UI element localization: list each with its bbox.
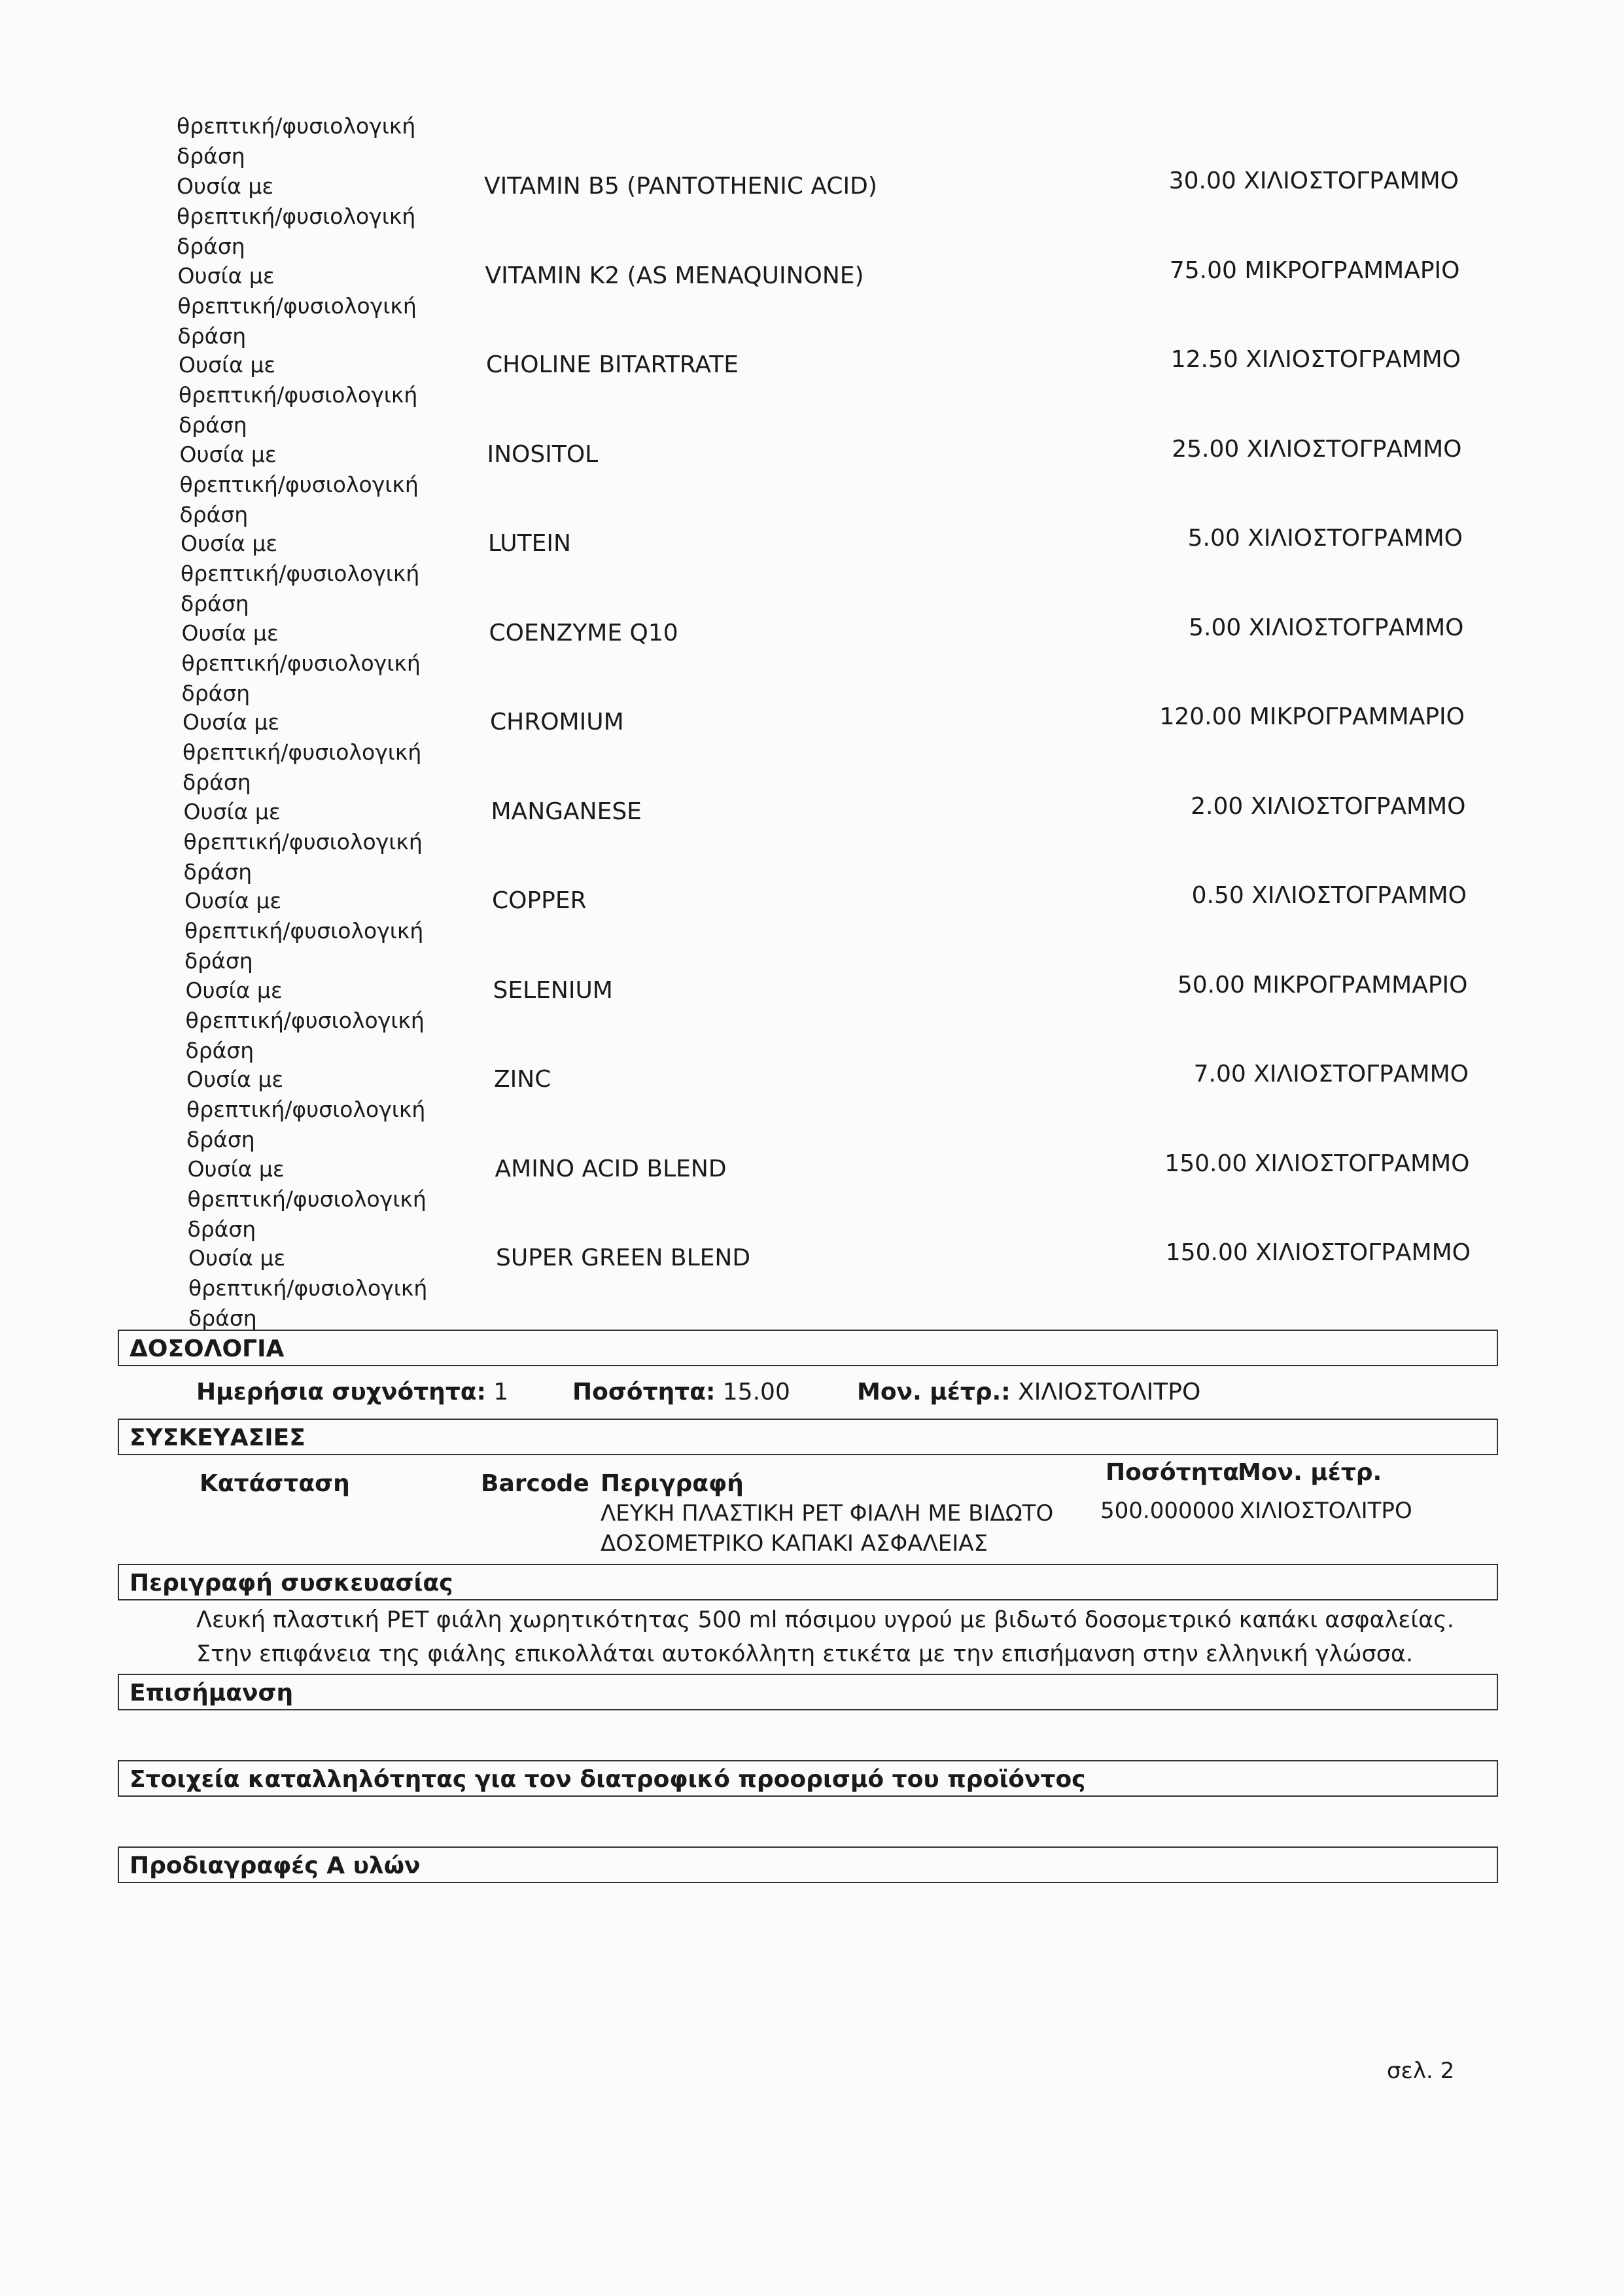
ingredient-category: Ουσία με θρεπτική/φυσιολογική δράση — [188, 1245, 428, 1331]
ingredient-quantity: 75.00 ΜΙΚΡΟΓΡΑΜΜΑΡΙΟ — [1169, 256, 1460, 284]
ingredient-name: CHROMIUM — [490, 709, 624, 735]
packaging-title: ΣΥΣΚΕΥΑΣΙΕΣ — [130, 1424, 305, 1451]
ingredient-name: CHOLINE BITARTRATE — [486, 351, 739, 378]
daily-frequency-value: 1 — [493, 1379, 509, 1405]
ingredient-quantity: 2.00 ΧΙΛΙΟΣΤΟΓΡΑΜΜΟ — [1191, 792, 1466, 820]
packaging-quantity-header: Ποσότητα — [1106, 1459, 1239, 1486]
ingredient-category: Ουσία με θρεπτική/φυσιολογική δράση — [183, 798, 423, 885]
ingredient-category: Ουσία με θρεπτική/φυσιολογική δράση — [186, 1067, 426, 1152]
dosage-quantity-value: 15.00 — [722, 1379, 790, 1405]
labeling-section-header — [118, 1674, 1498, 1710]
dosage-quantity — [572, 1377, 790, 1407]
ingredient-row — [185, 971, 1468, 1065]
dosage-title: ΔΟΣΟΛΟΓΙΑ — [130, 1335, 285, 1362]
dosage-quantity-label: Ποσότητα: — [572, 1379, 716, 1405]
ingredient-quantity: 150.00 ΧΙΛΙΟΣΤΟΓΡΑΜΜΟ — [1165, 1239, 1471, 1266]
daily-frequency — [196, 1377, 508, 1407]
packaging-barcode-header: Barcode — [481, 1470, 589, 1497]
ingredient-quantity: 0.50 ΧΙΛΙΟΣΤΟΓΡΑΜΜΟ — [1191, 882, 1467, 909]
page-number: σελ. 2 — [1387, 2058, 1455, 2084]
ingredient-row — [177, 256, 1460, 351]
ingredient-name: VITAMIN B5 (PANTOTHENIC ACID) — [484, 173, 877, 200]
ingredient-quantity: 12.50 ΧΙΛΙΟΣΤΟΓΡΑΜΜΟ — [1170, 346, 1461, 373]
ingredient-quantity: 120.00 ΜΙΚΡΟΓΡΑΜΜΑΡΙΟ — [1159, 703, 1465, 730]
daily-frequency-label: Ημερήσια συχνότητα: — [196, 1379, 486, 1405]
ingredient-category: Ουσία με θρεπτική/φυσιολογική δράση — [181, 620, 421, 706]
ingredient-row — [179, 435, 1462, 529]
ingredient-name: COENZYME Q10 — [489, 619, 678, 646]
ingredient-category: Ουσία με θρεπτική/φυσιολογική δράση — [177, 262, 417, 349]
ingredient-category: Ουσία με θρεπτική/φυσιολογική δράση — [185, 977, 425, 1063]
ingredient-row — [184, 882, 1467, 976]
ingredient-row — [181, 614, 1464, 708]
dosage-unit-label: Μον. μέτρ.: — [857, 1379, 1011, 1405]
packaging-description-header: Περιγραφή — [601, 1470, 744, 1497]
suitability-title: Στοιχεία καταλληλότητας για τον διατροφικό προορισμό του προϊόντος — [130, 1766, 1086, 1793]
packaging-row-description: ΛΕΥΚΗ ΠΛΑΣΤΙΚΗ PET ΦΙΑΛΗ ΜΕ ΒΙΔΩΤΟ ΔΟΣΟΜΕΤΡΙΚΟ ΚΑΠΑΚΙ ΑΣΦΑΛΕΙΑΣ — [601, 1500, 1054, 1557]
ingredient-category: Ουσία με θρεπτική/φυσιολογική δράση — [187, 1156, 427, 1242]
packaging-row-unit: ΧΙΛΙΟΣΤΟΛΙΤΡΟ — [1240, 1498, 1412, 1524]
packaging-unit-header: Μον. μέτρ. — [1238, 1459, 1382, 1486]
ingredient-row — [183, 792, 1466, 887]
ingredient-row — [181, 525, 1463, 618]
ingredient-category: Ουσία με θρεπτική/φυσιολογική δράση — [179, 441, 419, 527]
ingredient-quantity: 5.00 ΧΙΛΙΟΣΤΟΓΡΑΜΜΟ — [1187, 525, 1463, 552]
packaging-description-text: Λευκή πλαστική PET φιάλη χωρητικότητας 500 ml πόσιμου υγρού με βιδωτό δοσομετρικό καπάκι ασφαλείας. Στην επιφάνεια της φιάλης επικολλάται αυτοκόλλητη ετικέτα με την επισήμανση στην ελληνική γλώσσα. — [196, 1607, 1454, 1667]
specifications-title: Προδιαγραφές Α υλών — [130, 1852, 421, 1879]
ingredient-category: Ουσία με θρεπτική/φυσιολογική δράση — [184, 888, 424, 974]
ingredient-quantity: 5.00 ΧΙΛΙΟΣΤΟΓΡΑΜΜΟ — [1189, 614, 1464, 641]
ingredient-row — [188, 1239, 1471, 1333]
dosage-unit — [857, 1377, 1200, 1407]
ingredient-quantity: 30.00 ΧΙΛΙΟΣΤΟΓΡΑΜΜΟ — [1168, 168, 1459, 194]
ingredient-quantity: 25.00 ΧΙΛΙΟΣΤΟΓΡΑΜΜΟ — [1172, 435, 1462, 463]
ingredient-row — [187, 1150, 1470, 1244]
ingredient-row — [186, 1061, 1469, 1154]
suitability-section-header — [118, 1760, 1498, 1797]
packaging-description-title: Περιγραφή συσκευασίας — [130, 1570, 453, 1597]
specifications-section-header — [118, 1846, 1498, 1883]
ingredient-name: MANGANESE — [491, 798, 642, 825]
ingredient-row — [183, 703, 1465, 797]
ingredient-name: INOSITOL — [487, 440, 599, 468]
category-text: θρεπτική/φυσιολογική δράση — [177, 113, 416, 169]
ingredient-name: LUTEIN — [488, 530, 571, 557]
ingredient-quantity: 150.00 ΧΙΛΙΟΣΤΟΓΡΑΜΜΟ — [1164, 1150, 1470, 1177]
ingredient-name: VITAMIN K2 (AS MENAQUINONE) — [485, 262, 864, 289]
ingredient-category: Ουσία με θρεπτική/φυσιολογική δράση — [183, 709, 422, 795]
ingredient-category: Ουσία με θρεπτική/φυσιολογική δράση — [177, 173, 416, 259]
ingredient-quantity: 7.00 ΧΙΛΙΟΣΤΟΓΡΑΜΜΟ — [1193, 1061, 1469, 1087]
packaging-section-header — [118, 1419, 1498, 1455]
labeling-title: Επισήμανση — [130, 1680, 294, 1706]
dosage-section-header — [118, 1330, 1498, 1366]
ingredient-row — [177, 168, 1459, 261]
ingredient-category: Ουσία με θρεπτική/φυσιολογική δράση — [181, 531, 420, 616]
ingredient-category: Ουσία με θρεπτική/φυσιολογική δράση — [179, 352, 418, 438]
ingredient-name: SELENIUM — [493, 976, 613, 1004]
dosage-unit-value: ΧΙΛΙΟΣΤΟΛΙΤΡΟ — [1018, 1379, 1201, 1405]
ingredient-quantity: 50.00 ΜΙΚΡΟΓΡΑΜΜΑΡΙΟ — [1177, 971, 1468, 998]
ingredient-name: SUPER GREEN BLEND — [496, 1245, 751, 1271]
ingredient-name: COPPER — [492, 887, 587, 914]
packaging-description-section-header — [118, 1564, 1498, 1600]
packaging-status-header: Κατάσταση — [200, 1470, 350, 1497]
packaging-row-quantity: 500.000000 — [1100, 1498, 1235, 1524]
ingredient-name: ZINC — [494, 1066, 551, 1093]
ingredient-row — [179, 346, 1461, 440]
ingredient-name: AMINO ACID BLEND — [495, 1155, 727, 1182]
